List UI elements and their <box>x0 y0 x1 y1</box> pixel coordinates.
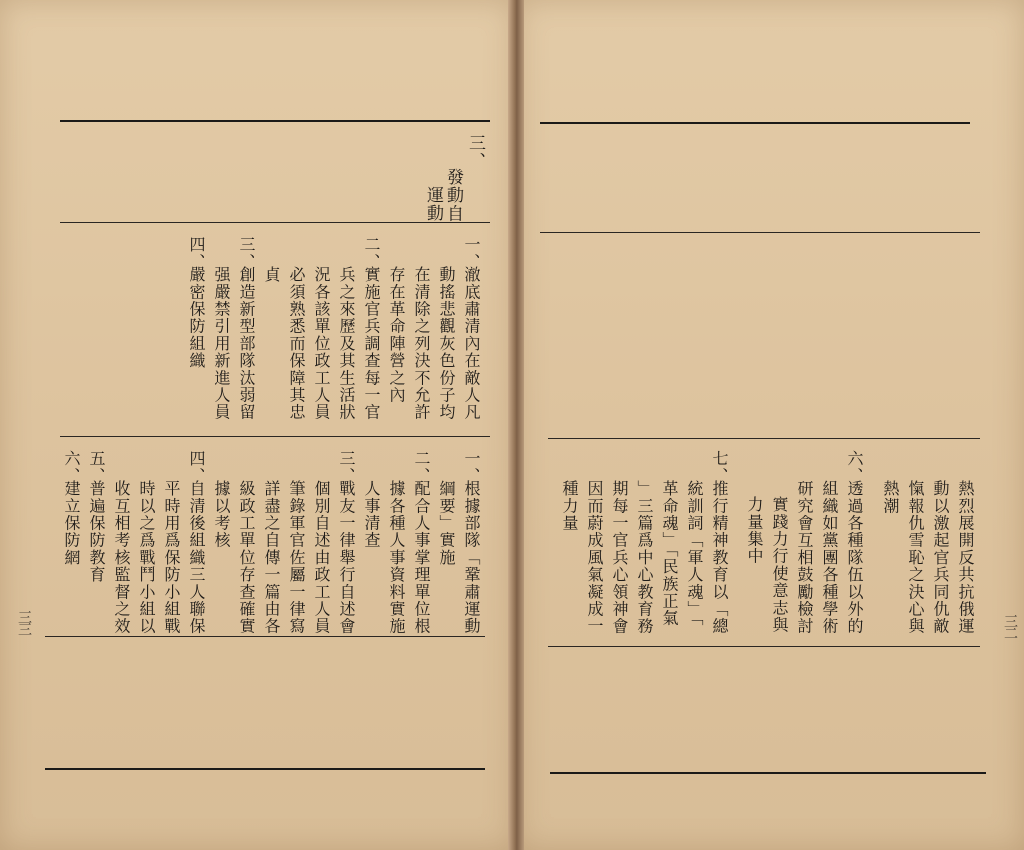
item-number: 二、 <box>412 450 431 485</box>
item-number: 三、 <box>337 450 356 485</box>
right-bottom-rule <box>550 772 986 774</box>
right-section-rule-2 <box>548 438 980 439</box>
item-line: 收互相考核監督之效 <box>112 480 131 635</box>
right-page-number: 三二 <box>1002 614 1018 638</box>
item-number: 七、 <box>710 450 729 485</box>
item-line: 研究會互相鼓勵檢討 <box>795 480 814 635</box>
item-line: 」三篇爲中心教育務 <box>635 480 654 635</box>
item-line: 配合人事掌理單位根 <box>412 480 431 635</box>
item-line: 戰友一律舉行自述會 <box>337 480 356 635</box>
item-line: 統訓詞「軍人魂」「 <box>685 480 704 627</box>
item-line: 個別自述由政工人員 <box>312 480 331 635</box>
item-line: 兵之來歷及其生活狀 <box>337 266 356 421</box>
item-line: 動搖悲觀灰色份子均 <box>437 266 456 421</box>
item-line: 在清除之列決不允許 <box>412 266 431 421</box>
item-line: 人事清查 <box>362 480 381 549</box>
book-gutter <box>508 0 524 850</box>
item-line: 動以激起官兵同仇敵 <box>931 480 950 635</box>
item-line: 自清後組織三人聯保 <box>187 480 206 635</box>
item-line: 實施官兵調查每一官 <box>362 266 381 421</box>
item-line: 必須熟悉而保障其忠 <box>287 266 306 421</box>
item-line: 據各種人事資料實施 <box>387 480 406 635</box>
item-line: 況各該單位政工人員 <box>312 266 331 421</box>
item-line: 因而蔚成風氣凝成一 <box>585 480 604 635</box>
item-line: 嚴密保防組織 <box>187 266 206 370</box>
left-page-number: 三三 <box>16 610 32 634</box>
item-line: 筆錄軍官佐屬一律寫 <box>287 480 306 635</box>
item-line: 實踐力行使意志與 <box>770 496 789 634</box>
item-number: 四、 <box>187 450 206 485</box>
item-line: 種力量 <box>560 480 579 532</box>
item-line: 熱烈展開反共抗俄運 <box>956 480 975 635</box>
right-top-rule <box>540 122 970 124</box>
item-line: 强嚴禁引用新進人員 <box>212 266 231 421</box>
right-section-rule-1 <box>540 232 980 233</box>
item-number: 一、 <box>462 236 481 271</box>
item-number: 五、 <box>87 450 106 485</box>
left-top-rule <box>60 120 490 122</box>
section-title-line-1: 發動自 <box>443 168 463 223</box>
item-line: 組織如黨團各種學術 <box>820 480 839 635</box>
item-number: 六、 <box>62 450 81 485</box>
item-line: 存在革命陣營之內 <box>387 266 406 404</box>
right-section-rule-3 <box>548 646 980 647</box>
item-line: 級政工單位存查確實 <box>237 480 256 635</box>
item-line: 力量集中 <box>745 496 764 565</box>
item-line: 澈底肅清內在敵人凡 <box>462 266 481 421</box>
left-section-rule-3 <box>45 636 485 637</box>
item-line: 平時用爲保防小組戰 <box>162 480 181 635</box>
item-line: 詳盡之自傳一篇由各 <box>262 480 281 635</box>
item-line: 普遍保防教育 <box>87 480 106 584</box>
section-title-line-2: 運動 <box>423 186 443 223</box>
item-number: 一、 <box>462 450 481 485</box>
item-number: 三、 <box>237 236 256 271</box>
item-line: 透過各種隊伍以外的 <box>845 480 864 635</box>
item-line: 創造新型部隊汰弱留 <box>237 266 256 421</box>
item-line: 時以之爲戰鬥小組以 <box>137 480 156 635</box>
item-number: 二、 <box>362 236 381 271</box>
item-line: 據以考核 <box>212 480 231 549</box>
left-bottom-rule <box>45 768 485 770</box>
item-line: 愾報仇雪恥之決心與 <box>906 480 925 635</box>
item-line: 熱潮 <box>881 480 900 515</box>
item-line: 建立保防網 <box>62 480 81 566</box>
left-section-rule-2 <box>60 436 490 437</box>
item-line: 推行精神教育以「總 <box>710 480 729 635</box>
item-line: 期每一官兵心領神會 <box>610 480 629 635</box>
item-line: 根據部隊「鞏肅運動 <box>462 480 481 635</box>
section-title-number: 三、 <box>465 134 485 171</box>
item-line: 革命魂」「民族正氣 <box>660 480 679 627</box>
item-number: 四、 <box>187 236 206 271</box>
item-line: 貞 <box>262 266 281 284</box>
right-page <box>518 0 1024 850</box>
item-line: 綱要」實施 <box>437 480 456 566</box>
item-number: 六、 <box>845 450 864 485</box>
